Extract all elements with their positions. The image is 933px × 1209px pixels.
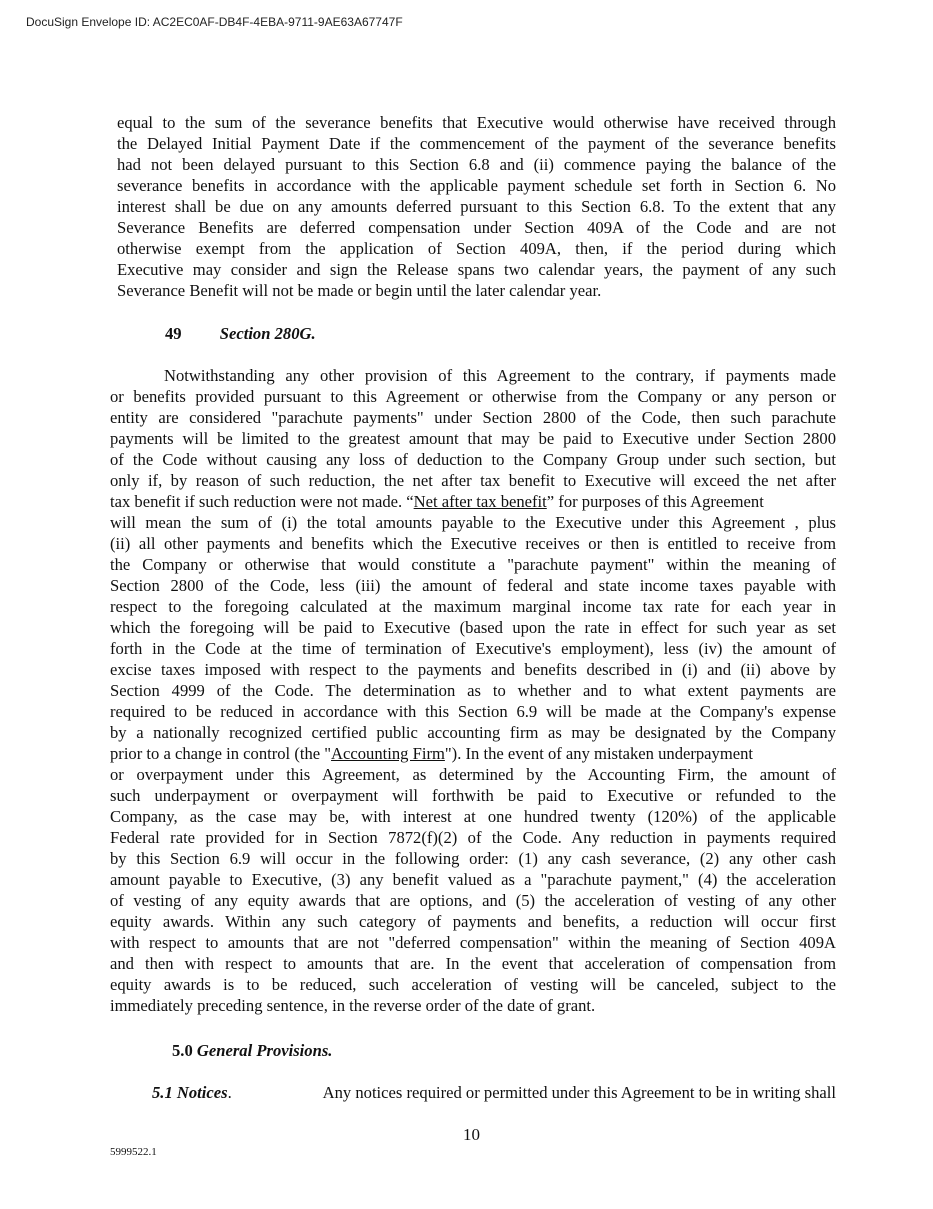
text-line: Executive may consider and sign the Release spans two calendar years, the payment of any such (117, 260, 836, 279)
text-line: (ii) all other payments and benefits which the Executive receives or then is entitled to receive from (110, 534, 836, 553)
text-line: amount payable to Executive, (3) any benefit valued as a "parachute payment," (4) the acceleration (110, 870, 836, 889)
text-line (110, 743, 836, 764)
text-line: Section 4999 of the Code. The determination as to whether and to what extent payments are (110, 681, 836, 700)
section-4-9-heading (165, 324, 316, 344)
text-segment: prior to a change in control (the " (110, 744, 332, 763)
section-5-0-heading (172, 1041, 332, 1061)
text-line: required to be reduced in accordance with this Section 6.9 will be made at the Company's expense (110, 702, 836, 721)
section-number: 49 (165, 324, 182, 343)
text-line: or benefits provided pursuant to this Agreement or otherwise from the Company or any person or (110, 387, 836, 406)
text-line: or overpayment under this Agreement, as determined by the Accounting Firm, the amount of (110, 765, 836, 784)
text-segment (110, 491, 764, 512)
text-line: Company, as the case may be, with interest at one hundred twenty (120%) of the applicable (110, 807, 836, 826)
text-line: otherwise exempt from the application of Section 409A, then, if the period during which (117, 239, 836, 258)
text-line: Section 2800 of the Code, less (iii) the amount of federal and state income taxes payable with (110, 576, 836, 595)
text-line: equity awards is to be reduced, such acceleration of vesting will be canceled, subject to the (110, 975, 836, 994)
section-title: Section 280G. (219, 324, 316, 343)
text-line: Federal rate provided for in Section 7872(f)(2) of the Code. Any reduction in payments required (110, 828, 836, 847)
text-line: equity awards. Within any such category of payments and benefits, a reduction will occur first (110, 912, 836, 931)
document-number: 5999522.1 (110, 1146, 157, 1158)
text-line: severance benefits in accordance with the applicable payment schedule set forth in Section 6. No (117, 176, 836, 195)
text-line: interest shall be due on any amounts deferred pursuant to this Section 6.8. To the extent that any (117, 197, 836, 216)
text-line: entity are considered "parachute payments" under Section 2800 of the Code, then such parachute (110, 408, 836, 427)
text-line: payments will be limited to the greatest amount that may be paid to Executive under Section 2800 (110, 429, 836, 448)
text-line: by a nationally recognized certified public accounting firm as may be designated by the Company (110, 723, 836, 742)
text-line: such underpayment or overpayment will forthwith be paid to Executive or refunded to the (110, 786, 836, 805)
text-line: by this Section 6.9 will occur in the following order: (1) any cash severance, (2) any other cash (110, 849, 836, 868)
text-line: will mean the sum of (i) the total amounts payable to the Executive under this Agreement , plus (110, 513, 836, 532)
defined-term-net-after-tax-benefit: Net after tax benefit (413, 492, 547, 511)
text-line: had not been delayed pursuant to this Section 6.8 and (ii) commence paying the balance of the (117, 155, 836, 174)
section-5-1-notices (152, 1083, 836, 1103)
text-segment: . (227, 1083, 232, 1102)
text-segment: tax benefit if such reduction were not made. “ (110, 492, 414, 511)
text-line: Severance Benefits are deferred compensation under Section 409A of the Code and are not (117, 218, 836, 237)
section-text: Any notices required or permitted under this Agreement to be in writing shall (322, 1083, 836, 1102)
section-title: General Provisions. (196, 1041, 333, 1060)
text-line: Notwithstanding any other provision of this Agreement to the contrary, if payments made (164, 366, 836, 385)
text-segment: ” for purposes of this Agreement (546, 492, 764, 511)
section-title: 5.1 Notices (152, 1083, 228, 1102)
text-line: of vesting of any equity awards that are options, and (5) the acceleration of vesting of any other (110, 891, 836, 910)
text-line: and then with respect to amounts that are. In the event that acceleration of compensation from (110, 954, 836, 973)
envelope-id: DocuSign Envelope ID: AC2EC0AF-DB4F-4EBA-9711-9AE63A67747F (26, 15, 403, 29)
text-line (110, 491, 836, 512)
text-line: with respect to amounts that are not "deferred compensation" within the meaning of Section 409A (110, 933, 836, 952)
text-line: excise taxes imposed with respect to the payments and benefits described in (i) and (ii) above by (110, 660, 836, 679)
text-line: immediately preceding sentence, in the reverse order of the date of grant. (110, 996, 596, 1015)
text-line: the Delayed Initial Payment Date if the commencement of the payment of the severance benefits (117, 134, 836, 153)
section-number: 5.0 (172, 1041, 193, 1060)
text-line: only if, by reason of such reduction, the net after tax benefit to Executive will exceed the net after (110, 471, 836, 490)
text-segment: "). In the event of any mistaken underpayment (444, 744, 754, 763)
page-number: 10 (463, 1125, 480, 1144)
text-line: which the foregoing will be paid to Executive (based upon the rate in effect for such year as set (110, 618, 836, 637)
text-line: respect to the foregoing calculated at the maximum marginal income tax rate for each year in (110, 597, 836, 616)
text-line: of the Code without causing any loss of deduction to the Company Group under such section, but (110, 450, 836, 469)
text-line: equal to the sum of the severance benefits that Executive would otherwise have received through (117, 113, 836, 132)
text-line: Severance Benefit will not be made or begin until the later calendar year. (117, 281, 602, 300)
text-line: the Company or otherwise that would constitute a "parachute payment" within the meaning of (110, 555, 836, 574)
text-line: forth in the Code at the time of termination of Executive's employment), less (iv) the amount of (110, 639, 836, 658)
defined-term-accounting-firm: Accounting Firm (331, 744, 445, 763)
